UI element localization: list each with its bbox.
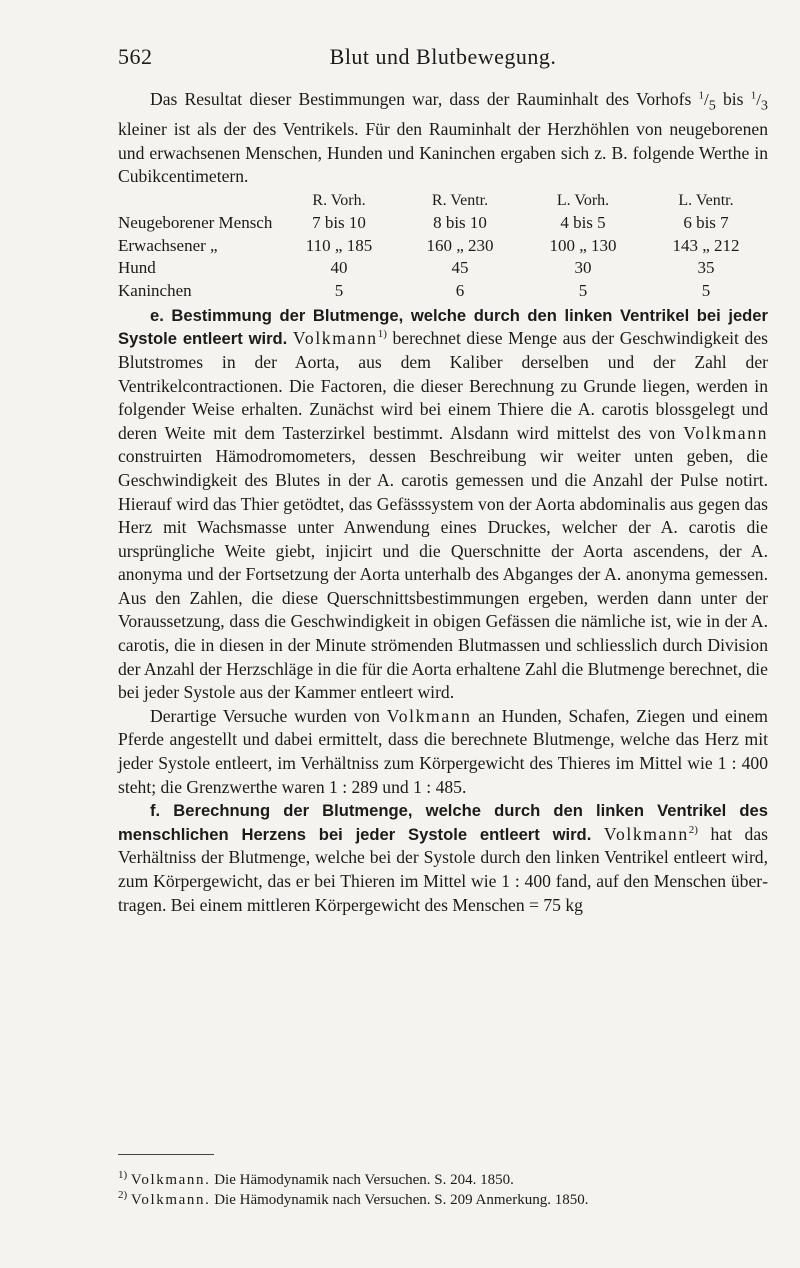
table-cell: 160 „ 230 — [426, 235, 494, 255]
paragraph-section-e: e. Bestimmung der Blutmenge, welche durch den linken Ventrikel bei jeder Systole entleert wird. Volkmann$^{1)}$ berechnet diese Menge aus der Geschwindigkeit des Blutstromes in der Aorta, aus dem Kaliber derselben und der Zahl der Ventrikelcontractionen. Die Factoren, die dieser Berechnung zu Grunde liegen, werden in folgender Weise erhalten. Zunächst wird bei einem Thiere die A. carotis blossgelegt und deren Weite mit dem Tasterzirkel bestimmt. Alsdann wird mittelst des von Volkmann construirten Hämodromometers, dessen Beschreibung wir weiter unten geben, die Geschwindigkeit des Blutes in der A. carotis gemessen und die Anzahl der Pulse notirt. Hierauf wird das Thier getödtet, das Gefässsystem von der Aorta abdominalis aus gegen das Herz mit Wachsmasse unter Anwendung eines Druckes, welcher der A. carotis die ursprüngliche Weite giebt, injicirt und die Querschnitte der Aorta ascendens, der A. anonyma und der Fortsetzung der Aorta unterhalb des Abganges der A. anonyma gemessen. Aus den Zahlen, die diese Querschnittsbestimmungen ergeben, werden dann unter der Voraussetzung, dass die Geschwindigkeit in obigen Gefässen die nämliche ist, wie in der A. carotis, die in diesen in der Minute strömenden Blutmassen und schliesslich durch Division der Anzahl der Herzschläge in die für die Aorta erhaltene Zahl die Blutmenge berechnet, die bei jeder Systole aus der Kammer entleert wird. — [118, 305, 768, 703]
row-label: Hund — [118, 258, 156, 278]
footnote-ref-2[interactable]: 2) — [688, 823, 698, 836]
table-header-cell: L. Ventr. — [678, 191, 734, 209]
table-row — [118, 212, 768, 235]
table-cell: 100 „ 130 — [549, 235, 617, 255]
table-cell: 30 — [574, 258, 592, 278]
table-cell: 8 bis 10 — [433, 213, 487, 233]
table-row — [118, 279, 768, 302]
table-header-cell: R. Ventr. — [431, 191, 489, 209]
running-title: Blut und Blutbewegung. — [329, 44, 557, 69]
table-header-row — [118, 190, 768, 212]
table-cell: 40 — [330, 258, 348, 278]
footnote-1: $^{1)}$ Volkmann. Die Hämodynamik nach Versuchen. S. 204. 1850. — [118, 1169, 514, 1188]
paragraph-experiments: Derartige Versuche wurden von Volkmann an Hunden, Schafen, Ziegen und einem Pferde angestellt und dabei ermittelt, dass die berechnete Blutmenge, welche das Herz mit jeder Systole entleert, im Verhältniss zum Körpergewicht des Thieres im Mittel wie 1 : 400 steht; die Grenzwerthe waren 1 : 289 und 1 : 485. — [118, 705, 768, 797]
page-header — [118, 44, 768, 74]
table-cell: 7 bis 10 — [312, 213, 366, 233]
section-f-heading: f. Berechnung der Blutmenge, welche durch den linken Ventrikel des menschlichen Herzens bei jeder Systole entleert wird. — [118, 801, 768, 844]
footnote-author: Volkmann. — [130, 1192, 211, 1208]
table-cell: 5 — [334, 280, 344, 300]
table-row — [118, 257, 768, 280]
footnotes — [118, 1170, 768, 1210]
table-cell: 6 bis 7 — [683, 213, 729, 233]
table-header-cell: R. Vorh. — [312, 191, 366, 209]
author-name: Volkmann — [603, 823, 689, 844]
author-name: Volkmann — [292, 328, 378, 349]
table-cell: 5 — [701, 280, 711, 300]
table-cell: 4 bis 5 — [560, 213, 606, 233]
table-cell: 45 — [451, 258, 469, 278]
page-number: 562 — [118, 44, 153, 69]
fraction-one-third: $^1/_3$ — [750, 89, 768, 114]
row-label: Neugeborener Mensch — [118, 213, 273, 233]
row-label: Kaninchen — [118, 280, 192, 300]
table-header-cell: L. Vorh. — [556, 191, 610, 209]
table-row — [118, 234, 768, 257]
table-cell: 110 „ 185 — [305, 235, 373, 255]
footnote-divider — [118, 1154, 214, 1155]
fraction-one-fifth: $^1/_5$ — [698, 89, 716, 114]
table-cell: 6 — [455, 280, 465, 300]
heart-volume-table — [118, 190, 768, 302]
table-header-cell — [118, 190, 280, 212]
table-cell: 143 „ 212 — [672, 235, 740, 255]
row-label: Erwachsener „ — [118, 235, 218, 255]
table-cell: 35 — [697, 258, 715, 278]
author-name: Volkmann — [386, 705, 472, 726]
paragraph-section-f: f. Berechnung der Blutmenge, welche durch den linken Ventrikel des menschlichen Herzens bei jeder Systole entleert wird. Volkmann$^{2)}$ hat das Verhältniss der Blutmenge, welche bei der Systole durch den linken Ventrikel entleert wird, zum Körpergewicht, das er bei Thieren im Mittel wie 1 : 400 fand, auf den Menschen übertragen. Bei einem mittleren Körpergewicht des Menschen = 75 kg — [118, 801, 768, 915]
section-e-heading: e. Bestimmung der Blutmenge, welche durch den linken Ventrikel bei jeder Systole entleert wird. — [118, 305, 768, 349]
footnote-author: Volkmann. — [130, 1172, 211, 1188]
table-cell: 5 — [578, 280, 588, 300]
page-body — [118, 88, 768, 917]
footnote-2: $^{2)}$ Volkmann. Die Hämodynamik nach Versuchen. S. 209 Anmerkung. 1850. — [118, 1189, 589, 1208]
author-name: Volkmann — [683, 422, 768, 443]
paragraph-intro: Das Resultat dieser Bestimmungen war, dass der Rauminhalt des Vorhofs $^1/_5$ bis $^1/_3$ kleiner ist als der des Ventrikels. Für den Rauminhalt der Herzhöhlen von neugeborenen und erwachsenen Menschen, Hunden und Kaninchen ergaben sich z. B. folgende Werthe in Cubikcentimetern. — [118, 89, 768, 187]
footnote-ref-1[interactable]: 1) — [377, 328, 387, 341]
